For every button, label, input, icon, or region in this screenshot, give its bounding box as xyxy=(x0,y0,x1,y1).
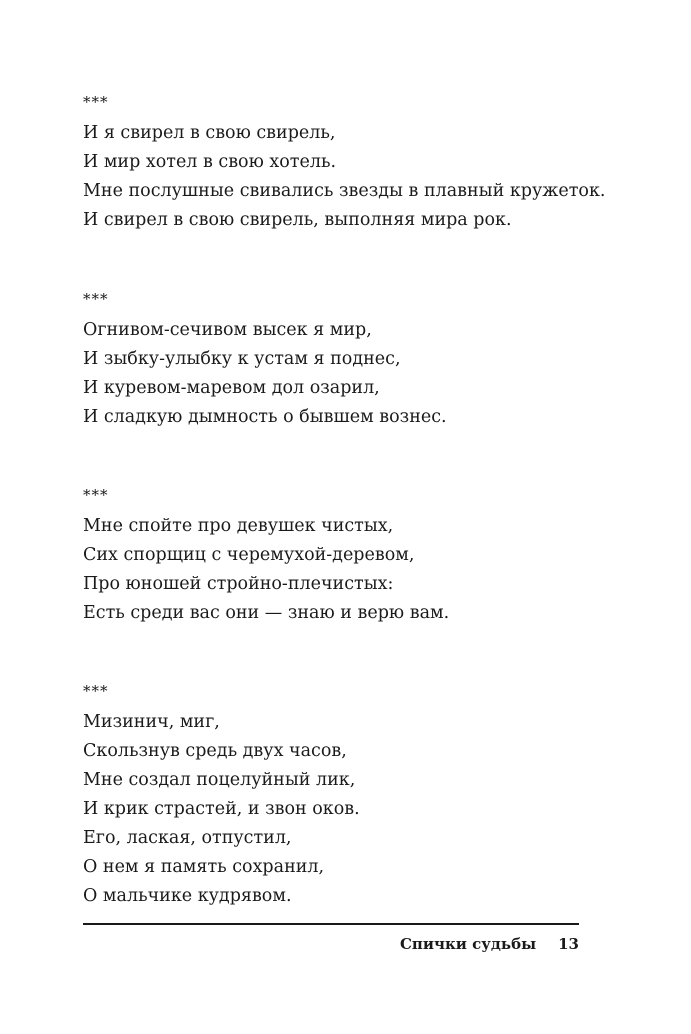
poem-line: Мне спойте про девушек чистых, xyxy=(83,516,394,536)
poem-line: И мир хотел в свою хотель. xyxy=(83,152,337,172)
poem-line: Сих спорщиц с черемухой-деревом, xyxy=(83,545,415,565)
section-marker: *** xyxy=(83,486,109,504)
section-marker: *** xyxy=(83,290,109,308)
poem-line: Его, лаская, отпустил, xyxy=(83,828,292,848)
footer-divider xyxy=(83,923,579,925)
poem-line: Есть среди вас они — знаю и верю вам. xyxy=(83,603,450,623)
poem-line: Мне послушные свивались звезды в плавный кружеток. xyxy=(83,181,606,201)
poem-line: Про юношей стройно-плечистых: xyxy=(83,574,394,594)
running-footer xyxy=(400,934,579,954)
poem-line: И сладкую дымность о бывшем вознес. xyxy=(83,407,447,427)
poem-line: Огнивом-сечивом высек я мир, xyxy=(83,320,372,340)
poem-line: Скользнув средь двух часов, xyxy=(83,741,347,761)
poem-line: Мне создал поцелуйный лик, xyxy=(83,770,356,790)
poem-line: О нем я память сохранил, xyxy=(83,857,325,877)
poem-line: И свирел в свою свирель, выполняя мира рок. xyxy=(83,210,512,230)
poem-line: Мизинич, миг, xyxy=(83,712,220,732)
poem-3 xyxy=(83,486,583,628)
poem-4 xyxy=(83,682,583,911)
poem-line: И я свирел в свою свирель, xyxy=(83,123,336,143)
section-marker: *** xyxy=(83,682,109,700)
poem-line: О мальчике кудрявом. xyxy=(83,886,292,906)
poem-line: И зыбку-улыбку к устам я поднес, xyxy=(83,349,401,369)
poem-line: И куревом-маревом дол озарил, xyxy=(83,378,380,398)
section-marker: *** xyxy=(83,93,109,111)
poem-line: И крик страстей, и звон оков. xyxy=(83,799,360,819)
book-title: Спички судьбы xyxy=(399,935,537,953)
poem-2 xyxy=(83,290,583,432)
page-number: 13 xyxy=(558,935,579,953)
poem-1 xyxy=(83,93,606,235)
